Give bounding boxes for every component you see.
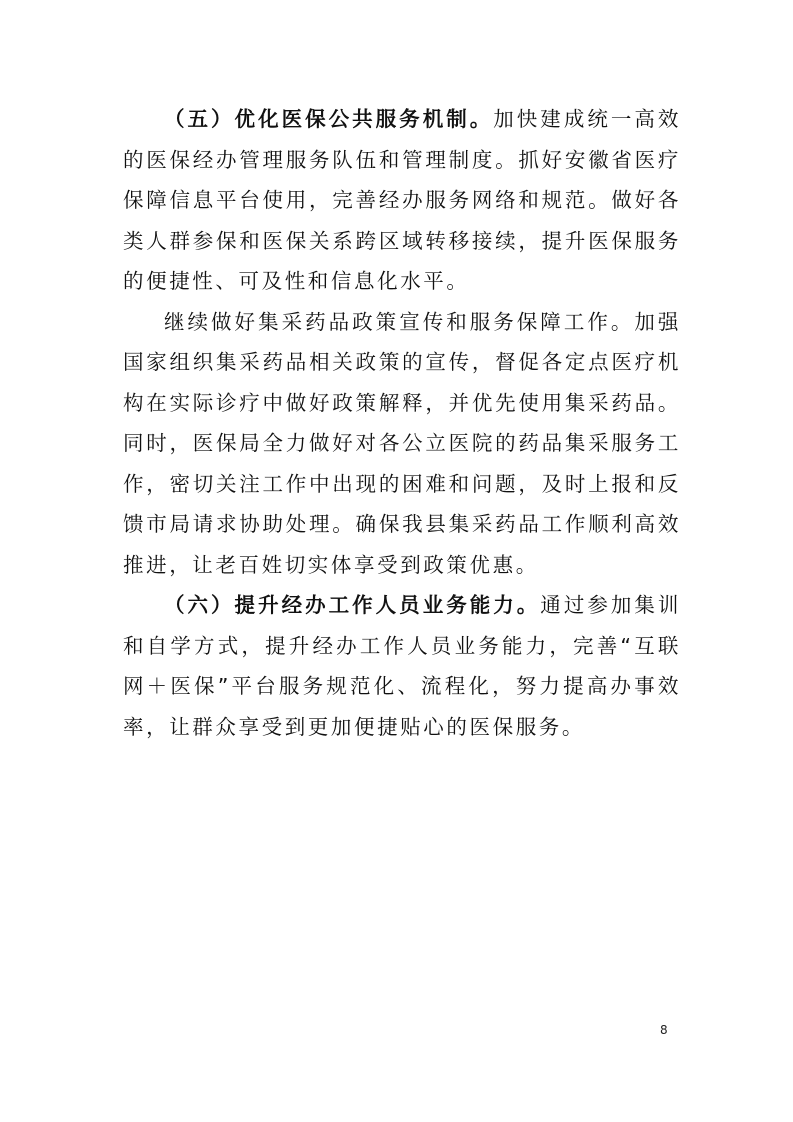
page-number: 8 <box>660 1023 668 1037</box>
paragraph-procurement-drugs <box>123 302 681 586</box>
paragraph-public-service-mechanism <box>123 99 681 302</box>
section-heading-five: （五）优化医保公共服务机制。 <box>164 107 494 131</box>
paragraph-text: 继续做好集采药品政策宣传和服务保障工作。加强国家组织集采药品相关政策的宣传，督促各定点医疗机构在实际诊疗中做好政策解释，并优先使用集采药品。同时，医保局全力做好对各公立医院的药品集采服务工作，密切关注工作中出现的困难和问题，及时上报和反馈市局请求协助处理。确保我县集采药品工作顺利高效推进，让老百姓切实体享受到政策优惠。 <box>123 309 681 577</box>
body-text <box>123 99 681 747</box>
paragraph-staff-capability <box>123 585 681 747</box>
section-heading-six: （六）提升经办工作人员业务能力。 <box>164 593 541 617</box>
paragraph-text: 通过参加集训和自学方式，提升经办工作人员业务能力，完善“互联网＋医保”平台服务规范化、流程化，努力提高办事效率，让群众享受到更加便捷贴心的医保服务。 <box>123 593 681 739</box>
paragraph-text: 加快建成统一高效的医保经办管理服务队伍和管理制度。抓好安徽省医疗保障信息平台使用，完善经办服务网络和规范。做好各类人群参保和医保关系跨区域转移接续，提升医保服务的便捷性、可及性和信息化水平。 <box>123 107 681 293</box>
